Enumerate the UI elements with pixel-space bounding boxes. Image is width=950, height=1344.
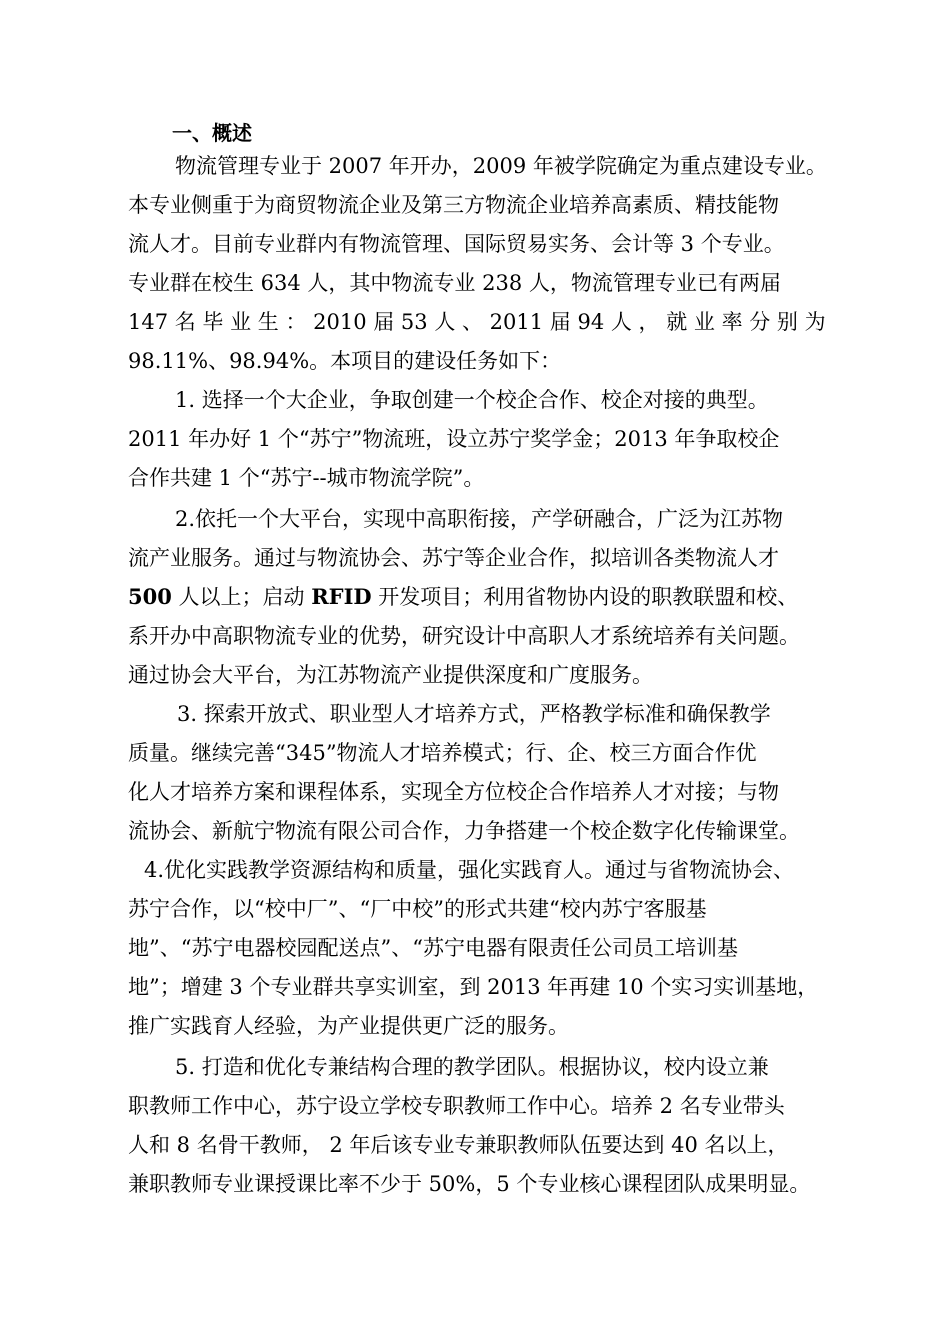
item3-line-3: 化人才培养方案和课程体系，实现全方位校企合作培养人才对接；与物 bbox=[128, 780, 779, 804]
item4-line-4: 地”；增建 3 个专业群共享实训室，到 2013 年再建 10 个实习实训基地， bbox=[128, 975, 819, 999]
overview-line-2: 本专业侧重于为商贸物流企业及第三方物流企业培养高素质、精技能物 bbox=[128, 193, 779, 217]
item1-line-3: 合作共建 1 个“苏宁--城市物流学院”。 bbox=[128, 466, 485, 490]
trainee-count: 500 bbox=[128, 584, 172, 609]
item2-line-3-text-b: 开发项目；利用省物协内设的职教联盟和校、 bbox=[371, 585, 799, 609]
item1-line-2: 2011 年办好 1 个“苏宁”物流班，设立苏宁奖学金；2013 年争取校企 bbox=[128, 427, 780, 451]
overview-line-1: 物流管理专业于 2007 年开办，2009 年被学院确定为重点建设专业。 bbox=[175, 154, 827, 178]
item5-line-4: 兼职教师专业课授课比率不少于 50%，5 个专业核心课程团队成果明显。 bbox=[128, 1172, 811, 1196]
item2-line-4: 系开办中高职物流专业的优势，研究设计中高职人才系统培养有关问题。 bbox=[128, 624, 800, 648]
item4-line-1: 4.优化实践教学资源结构和质量，强化实践育人。通过与省物流协会、 bbox=[144, 858, 795, 882]
section-heading: 一、概述 bbox=[172, 121, 252, 145]
item2-line-1: 2.依托一个大平台，实现中高职衔接，产学研融合，广泛为江苏物 bbox=[175, 507, 784, 531]
item2-line-2: 流产业服务。通过与物流协会、苏宁等企业合作，拟培训各类物流人才 bbox=[128, 546, 779, 570]
item5-line-3: 人和 8 名骨干教师， 2 年后该专业专兼职教师队伍要达到 40 名以上， bbox=[128, 1133, 789, 1157]
item4-line-5: 推广实践育人经验，为产业提供更广泛的服务。 bbox=[128, 1014, 569, 1038]
item3-line-2: 质量。继续完善“345”物流人才培养模式；行、企、校三方面合作优 bbox=[128, 741, 757, 765]
item2-line-3 bbox=[128, 581, 798, 613]
item5-line-1: 5. 打造和优化专兼结构合理的教学团队。根据协议，校内设立兼 bbox=[175, 1055, 769, 1079]
item5-line-2: 职教师工作中心，苏宁设立学校专职教师工作中心。培养 2 名专业带头 bbox=[128, 1094, 785, 1118]
item4-line-2: 苏宁合作，以“校中厂”、“厂中校”的形式共建“校内苏宁客服基 bbox=[128, 897, 707, 921]
item4-line-3: 地”、“苏宁电器校园配送点”、“苏宁电器有限责任公司员工培训基 bbox=[128, 936, 738, 960]
overview-line-5: 147 名 毕 业 生 ： 2010 届 53 人 、 2011 届 94 人 ， 就 业 率 分 别 为 bbox=[128, 310, 826, 334]
item3-line-1: 3. 探索开放式、职业型人才培养方式，严格教学标准和确保教学 bbox=[177, 702, 771, 726]
item1-line-1: 1. 选择一个大企业，争取创建一个校企合作、校企对接的典型。 bbox=[175, 388, 769, 412]
item2-line-3-text-a: 人以上；启动 bbox=[171, 585, 312, 609]
overview-line-6: 98.11%、98.94%。本项目的建设任务如下： bbox=[128, 349, 562, 373]
overview-line-4: 专业群在校生 634 人，其中物流专业 238 人，物流管理专业已有两届 bbox=[128, 271, 781, 295]
item2-line-5: 通过协会大平台，为江苏物流产业提供深度和广度服务。 bbox=[128, 663, 653, 687]
overview-line-3: 流人才。目前专业群内有物流管理、国际贸易实务、会计等 3 个专业。 bbox=[128, 232, 785, 256]
item3-line-4: 流协会、新航宁物流有限公司合作，力争搭建一个校企数字化传输课堂。 bbox=[128, 819, 800, 843]
rfid-term: RFID bbox=[311, 584, 372, 609]
